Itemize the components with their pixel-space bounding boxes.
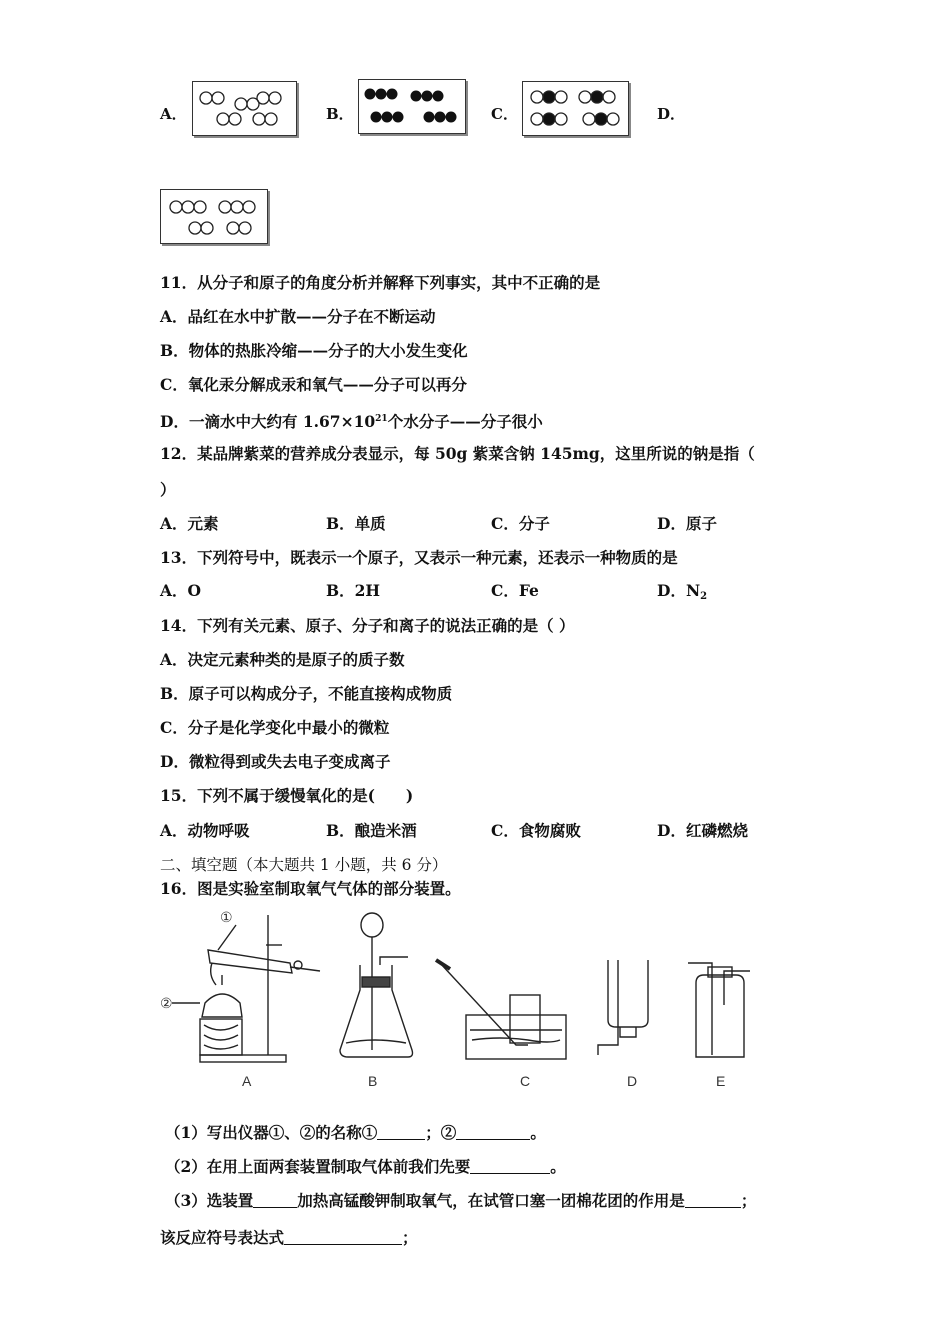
q11-option-d-exponent: 21 bbox=[375, 414, 388, 424]
apparatus-e bbox=[688, 963, 750, 1057]
apparatus-label-c: C bbox=[520, 1073, 531, 1089]
q16-sub2-end: 。 bbox=[550, 1157, 566, 1176]
q10-option-c-letter: C． bbox=[491, 105, 518, 123]
q11-option-b: B．物体的热胀冷缩——分子的大小发生变化 bbox=[160, 341, 468, 360]
q12-option-b: B．单质 bbox=[326, 514, 386, 533]
q10-option-a-diagram bbox=[192, 81, 297, 136]
q11-option-d-tail: 个水分子——分子很小 bbox=[387, 412, 543, 431]
q16-sub2-blank[interactable] bbox=[470, 1159, 550, 1174]
apparatus-label-a: A bbox=[242, 1073, 252, 1089]
apparatus-label-e: E bbox=[716, 1073, 726, 1089]
apparatus-d bbox=[598, 960, 648, 1055]
q16-sub2 bbox=[165, 1157, 566, 1177]
apparatus-label-d: D bbox=[627, 1073, 638, 1089]
q15-stem: 15．下列不属于缓慢氧化的是( ) bbox=[160, 786, 414, 805]
q12-stem-close: ） bbox=[160, 480, 176, 499]
q10-option-b-letter: B． bbox=[326, 105, 354, 123]
q15-option-a: A．动物呼吸 bbox=[160, 821, 250, 840]
apparatus-c bbox=[436, 960, 566, 1059]
q14-option-d: D．微粒得到或失去电子变成离子 bbox=[160, 752, 391, 771]
q13-option-a: A．O bbox=[160, 581, 202, 600]
q10-option-d-letter: D． bbox=[657, 105, 686, 123]
q12-option-a: A．元素 bbox=[160, 514, 219, 533]
q12-option-c: C．分子 bbox=[491, 514, 550, 533]
q16-stem: 16．图是实验室制取氧气气体的部分装置。 bbox=[160, 879, 461, 898]
apparatus-b bbox=[340, 913, 413, 1057]
particle-diagram-d bbox=[161, 190, 267, 243]
q16-sub4-text: 该反应符号表达式 bbox=[160, 1228, 285, 1247]
q10-option-c-diagram bbox=[522, 81, 629, 136]
q13-option-c: C．Fe bbox=[491, 581, 539, 600]
particle-diagram-a bbox=[193, 82, 296, 135]
q11-stem: 11．从分子和原子的角度分析并解释下列事实，其中不正确的是 bbox=[160, 273, 601, 292]
label-circle-one: ① bbox=[220, 909, 233, 925]
apparatus-a bbox=[172, 915, 320, 1062]
section-title: 二、填空题（本大题共 1 小题，共 6 分） bbox=[160, 856, 448, 874]
q13-option-b: B．2H bbox=[326, 581, 381, 600]
q11-option-d bbox=[160, 409, 543, 432]
q11-option-d-text: D．一滴水中大约有 1.67×10 bbox=[160, 412, 376, 431]
q13-option-d-text: D．N bbox=[657, 581, 701, 600]
q16-sub3-blank-2[interactable] bbox=[685, 1193, 741, 1208]
q14-option-c: C．分子是化学变化中最小的微粒 bbox=[160, 718, 390, 737]
q16-sub1-text: （1）写出仪器①、②的名称① bbox=[165, 1123, 378, 1142]
q16-sub4-end: ； bbox=[402, 1228, 418, 1247]
q16-sub1-end: 。 bbox=[530, 1123, 546, 1142]
q16-sub3 bbox=[165, 1191, 756, 1211]
q16-sub2-text: （2）在用上面两套装置制取气体前我们先要 bbox=[165, 1157, 471, 1176]
q14-stem: 14．下列有关元素、原子、分子和离子的说法正确的是（ ） bbox=[160, 616, 575, 635]
q16-sub1 bbox=[165, 1123, 546, 1143]
q10-option-a-letter: A． bbox=[160, 105, 187, 123]
particle-diagram-c bbox=[523, 82, 628, 135]
q16-sub1-blank-1[interactable] bbox=[377, 1125, 425, 1140]
q16-sub3-end: ； bbox=[740, 1191, 757, 1210]
q15-option-c: C．食物腐败 bbox=[491, 821, 581, 840]
apparatus-drawing bbox=[150, 905, 770, 1095]
q14-option-b: B．原子可以构成分子，不能直接构成物质 bbox=[160, 684, 453, 703]
apparatus-figure bbox=[150, 905, 770, 1095]
q12-stem: 12．某品牌紫菜的营养成分表显示，每 50g 紫菜含钠 145mg，这里所说的钠是指（ bbox=[160, 444, 755, 463]
q10-option-d-diagram bbox=[160, 189, 268, 244]
q13-option-d bbox=[657, 581, 707, 607]
q15-option-b: B．酿造米酒 bbox=[326, 821, 417, 840]
q13-stem: 13．下列符号中，既表示一个原子，又表示一种元素，还表示一种物质的是 bbox=[160, 548, 678, 567]
q16-sub4 bbox=[160, 1228, 418, 1248]
label-circle-two: ② bbox=[160, 995, 173, 1011]
q11-option-a: A．品红在水中扩散——分子在不断运动 bbox=[160, 307, 436, 326]
q16-sub1-blank-2[interactable] bbox=[456, 1125, 530, 1140]
q15-option-d: D．红磷燃烧 bbox=[657, 821, 748, 840]
apparatus-label-b: B bbox=[368, 1073, 378, 1089]
particle-diagram-b bbox=[359, 80, 465, 133]
q16-sub3-mid: 加热高锰酸钾制取氧气，在试管口塞一团棉花团的作用是 bbox=[297, 1191, 685, 1210]
q13-option-d-subscript: 2 bbox=[700, 591, 708, 602]
q14-option-a: A．决定元素种类的是原子的质子数 bbox=[160, 650, 405, 669]
q16-sub3-text: （3）选装置 bbox=[165, 1191, 254, 1210]
q16-sub3-blank-1[interactable] bbox=[253, 1193, 297, 1208]
q10-option-b-diagram bbox=[358, 79, 466, 134]
q16-sub1-mid: ；② bbox=[425, 1123, 457, 1142]
q11-option-c: C．氧化汞分解成汞和氧气——分子可以再分 bbox=[160, 375, 467, 394]
q12-option-d: D．原子 bbox=[657, 514, 717, 533]
q16-sub4-blank[interactable] bbox=[284, 1230, 402, 1245]
